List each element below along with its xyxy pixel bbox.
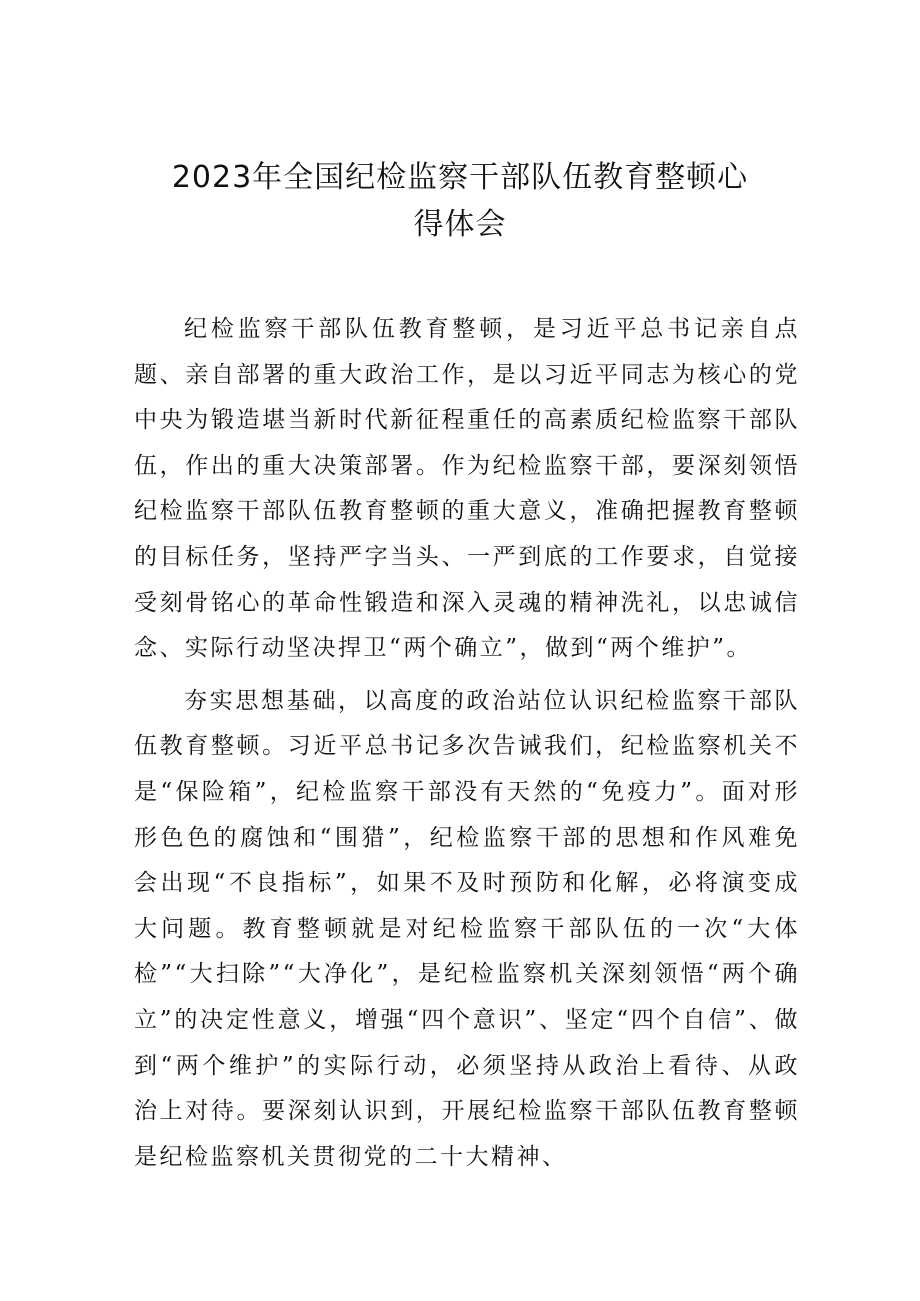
- document-title-line-1: 2023年全国纪检监察干部队伍教育整顿心: [171, 160, 749, 195]
- document-title: [120, 154, 800, 248]
- document-title-line-2: 得体会: [413, 207, 507, 242]
- document-body: [134, 307, 800, 1187]
- paragraph-1: 纪检监察干部队伍教育整顿，是习近平总书记亲自点题、亲自部署的重大政治工作，是以习近平同志为核心的党中央为锻造堪当新时代新征程重任的高素质纪检监察干部队伍，作出的重大决策部署。作为纪检监察干部，要深刻领悟纪检监察干部队伍教育整顿的重大意义，准确把握教育整顿的目标任务，坚持严字当头、一严到底的工作要求，自觉接受刻骨铭心的革命性锻造和深入灵魂的精神洗礼，以忠诚信念、实际行动坚决捍卫“两个确立”，做到“两个维护”。: [134, 316, 800, 662]
- paragraph-2: 夯实思想基础，以高度的政治站位认识纪检监察干部队伍教育整顿。习近平总书记多次告诫我们，纪检监察机关不是“保险箱”，纪检监察干部没有天然的“免疫力”。面对形形色色的腐蚀和“围猎”，纪检监察干部的思想和作风难免会出现“不良指标”，如果不及时预防和化解，必将演变成大问题。教育整顿就是对纪检监察干部队伍的一次“大体检”“大扫除”“大净化”，是纪检监察机关深刻领悟“两个确立”的决定性意义，增强“四个意识”、坚定“四个自信”、做到“两个维护”的实际行动，必须坚持从政治上看待、从政治上对待。要深刻认识到，开展纪检监察干部队伍教育整顿是纪检监察机关贯彻党的二十大精神、: [134, 687, 800, 1170]
